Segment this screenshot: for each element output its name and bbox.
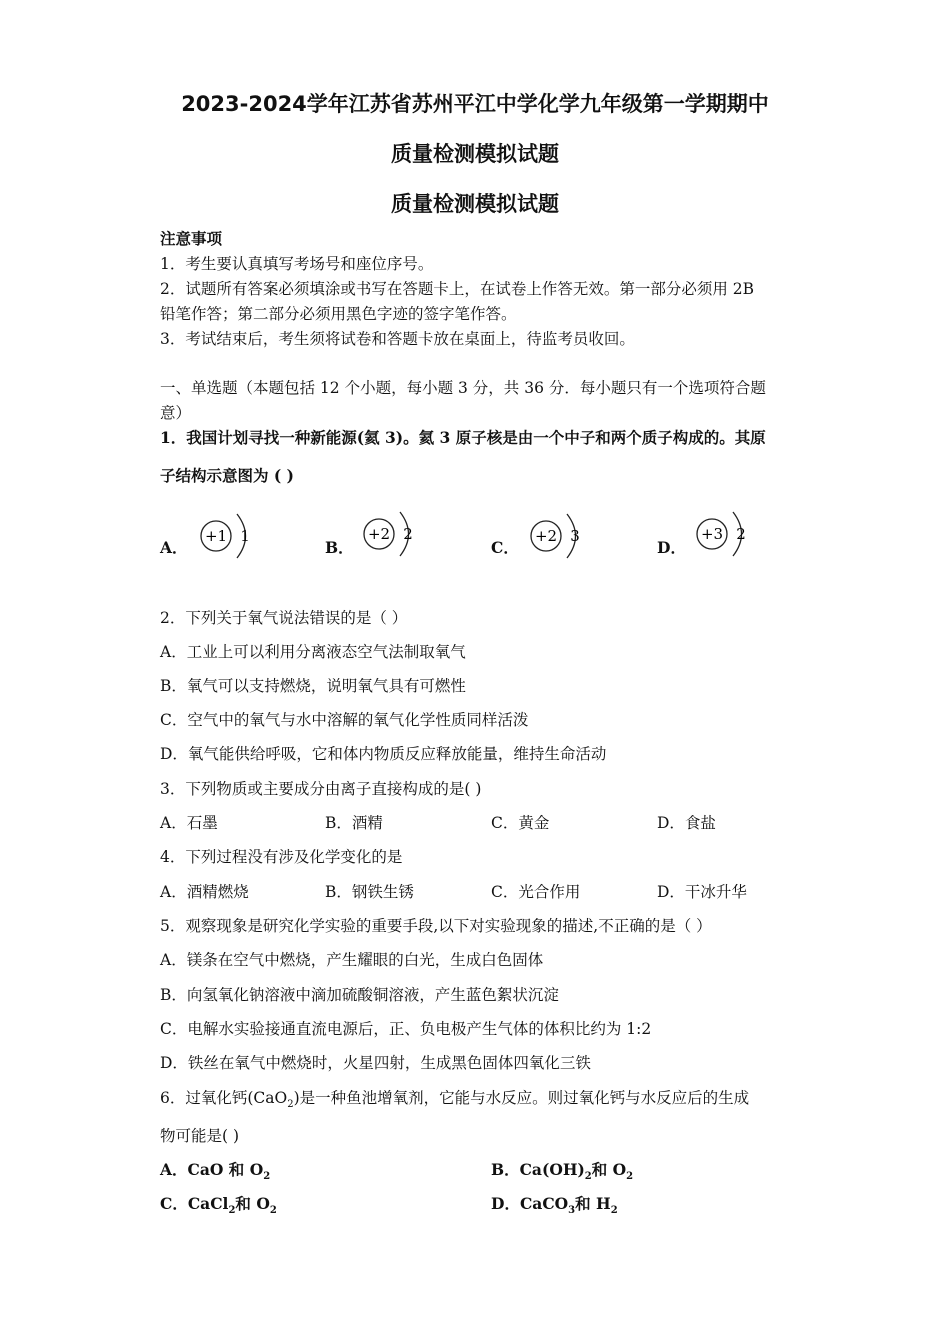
q6-b-sub1: 2 <box>584 1171 592 1183</box>
notice-item-2: 2．试题所有答案必须填涂或书写在答题卡上，在试卷上作答无效。第一部分必须用 2B <box>160 280 755 298</box>
q4-option-d: D．干冰升华 <box>657 883 747 901</box>
q5-option-b: B．向氢氧化钠溶液中滴加硫酸铜溶液，产生蓝色絮状沉淀 <box>160 986 559 1004</box>
q1-option-c-label: C． <box>491 538 519 557</box>
q6-stem-sub: 2 <box>287 1099 294 1111</box>
q6-b-mid: 和 O <box>591 1160 627 1179</box>
atom-diagram-a <box>194 508 264 568</box>
atom-b-nucleus: +2 <box>367 525 391 543</box>
q5-option-d: D．铁丝在氧气中燃烧时，火星四射，生成黑色固体四氧化三铁 <box>160 1054 591 1072</box>
atom-diagram-d <box>690 506 760 566</box>
atom-diagram-b <box>357 506 427 566</box>
q1-option-d-label: D． <box>657 538 686 557</box>
q6-option-a <box>160 1158 270 1182</box>
page-title: 2023-2024学年江苏省苏州平江中学化学九年级第一学期期中 <box>181 92 769 116</box>
section-heading-cont: 意） <box>160 404 192 422</box>
q6-d-sub1: 3 <box>568 1205 576 1217</box>
q3-stem: 3．下列物质或主要成分由离子直接构成的是( ) <box>160 780 482 798</box>
q6-stem <box>160 1086 749 1110</box>
q6-b-text: B．Ca(OH) <box>491 1160 585 1179</box>
page-subtitle: 质量检测模拟试题 <box>391 142 559 166</box>
notice-item-3: 3．考试结束后，考生须将试卷和答题卡放在桌面上，待监考员收回。 <box>160 330 635 348</box>
q2-option-b: B．氧气可以支持燃烧，说明氧气具有可燃性 <box>160 677 466 695</box>
q4-option-c: C．光合作用 <box>491 883 581 901</box>
q2-stem: 2．下列关于氧气说法错误的是（ ） <box>160 609 408 627</box>
q6-c-text: C．CaCl <box>160 1194 229 1213</box>
q6-option-b <box>491 1158 633 1182</box>
notice-heading: 注意事项 <box>160 229 223 248</box>
q6-stem-post: )是一种鱼池增氧剂，它能与水反应。则过氧化钙与水反应后的生成 <box>293 1089 750 1107</box>
q6-d-sub2: 2 <box>610 1205 618 1217</box>
q6-stem-pre: 6．过氧化钙(CaO <box>160 1089 288 1107</box>
q1-stem-cont: 子结构示意图为 ( ) <box>160 466 294 485</box>
q6-stem-cont: 物可能是( ) <box>160 1127 240 1145</box>
q4-stem: 4．下列过程没有涉及化学变化的是 <box>160 848 403 866</box>
q5-option-c: C．电解水实验接通直流电源后，正、负电极产生气体的体积比约为 1:2 <box>160 1020 652 1038</box>
q6-option-c <box>160 1192 277 1216</box>
q2-option-d: D．氧气能供给呼吸，它和体内物质反应释放能量，维持生命活动 <box>160 745 607 763</box>
atom-c-nucleus: +2 <box>534 527 558 545</box>
q1-option-a-label: A． <box>160 538 188 557</box>
q2-option-c: C．空气中的氧气与水中溶解的氧气化学性质同样活泼 <box>160 711 529 729</box>
q4-option-a: A．酒精燃烧 <box>160 883 249 901</box>
q5-option-a: A．镁条在空气中燃烧，产生耀眼的白光，生成白色固体 <box>160 951 544 969</box>
atom-diagram-c <box>524 508 594 568</box>
atom-d-nucleus: +3 <box>700 525 724 543</box>
q3-option-c: C．黄金 <box>491 814 550 832</box>
q4-option-b: B．钢铁生锈 <box>325 883 414 901</box>
q6-c-mid: 和 O <box>235 1194 270 1213</box>
q5-stem: 5．观察现象是研究化学实验的重要手段,以下对实验现象的描述,不正确的是（ ） <box>160 917 712 935</box>
q6-a-sub: 2 <box>263 1171 271 1183</box>
q6-d-mid: 和 H <box>575 1194 611 1213</box>
q6-a-text: A．CaO 和 O <box>160 1160 264 1179</box>
q6-d-text: D．CaCO <box>491 1194 569 1213</box>
atom-d-electrons: 2 <box>736 525 746 543</box>
q6-b-sub2: 2 <box>626 1171 634 1183</box>
notice-item-2-cont: 铅笔作答；第二部分必须用黑色字迹的签字笔作答。 <box>160 305 517 323</box>
page-subtitle-repeat: 质量检测模拟试题 <box>391 192 559 216</box>
section-heading: 一、单选题（本题包括 12 个小题，每小题 3 分，共 36 分．每小题只有一个选项符合题 <box>160 379 766 397</box>
atom-c-electrons: 3 <box>570 527 580 545</box>
notice-item-1: 1．考生要认真填写考场号和座位序号。 <box>160 255 434 273</box>
q1-option-b-label: B． <box>325 538 354 557</box>
q3-option-d: D．食盐 <box>657 814 716 832</box>
atom-a-nucleus: +1 <box>204 527 228 545</box>
atom-a-electrons: 1 <box>240 527 250 545</box>
q2-option-a: A．工业上可以利用分离液态空气法制取氧气 <box>160 643 466 661</box>
q6-c-sub1: 2 <box>228 1205 236 1217</box>
q6-c-sub2: 2 <box>269 1205 277 1217</box>
q1-stem: 1．我国计划寻找一种新能源(氦 3)。氦 3 原子核是由一个中子和两个质子构成的。其原 <box>160 428 766 447</box>
q3-option-a: A．石墨 <box>160 814 218 832</box>
q3-option-b: B．酒精 <box>325 814 383 832</box>
q6-option-d <box>491 1192 618 1216</box>
atom-b-electrons: 2 <box>403 525 413 543</box>
